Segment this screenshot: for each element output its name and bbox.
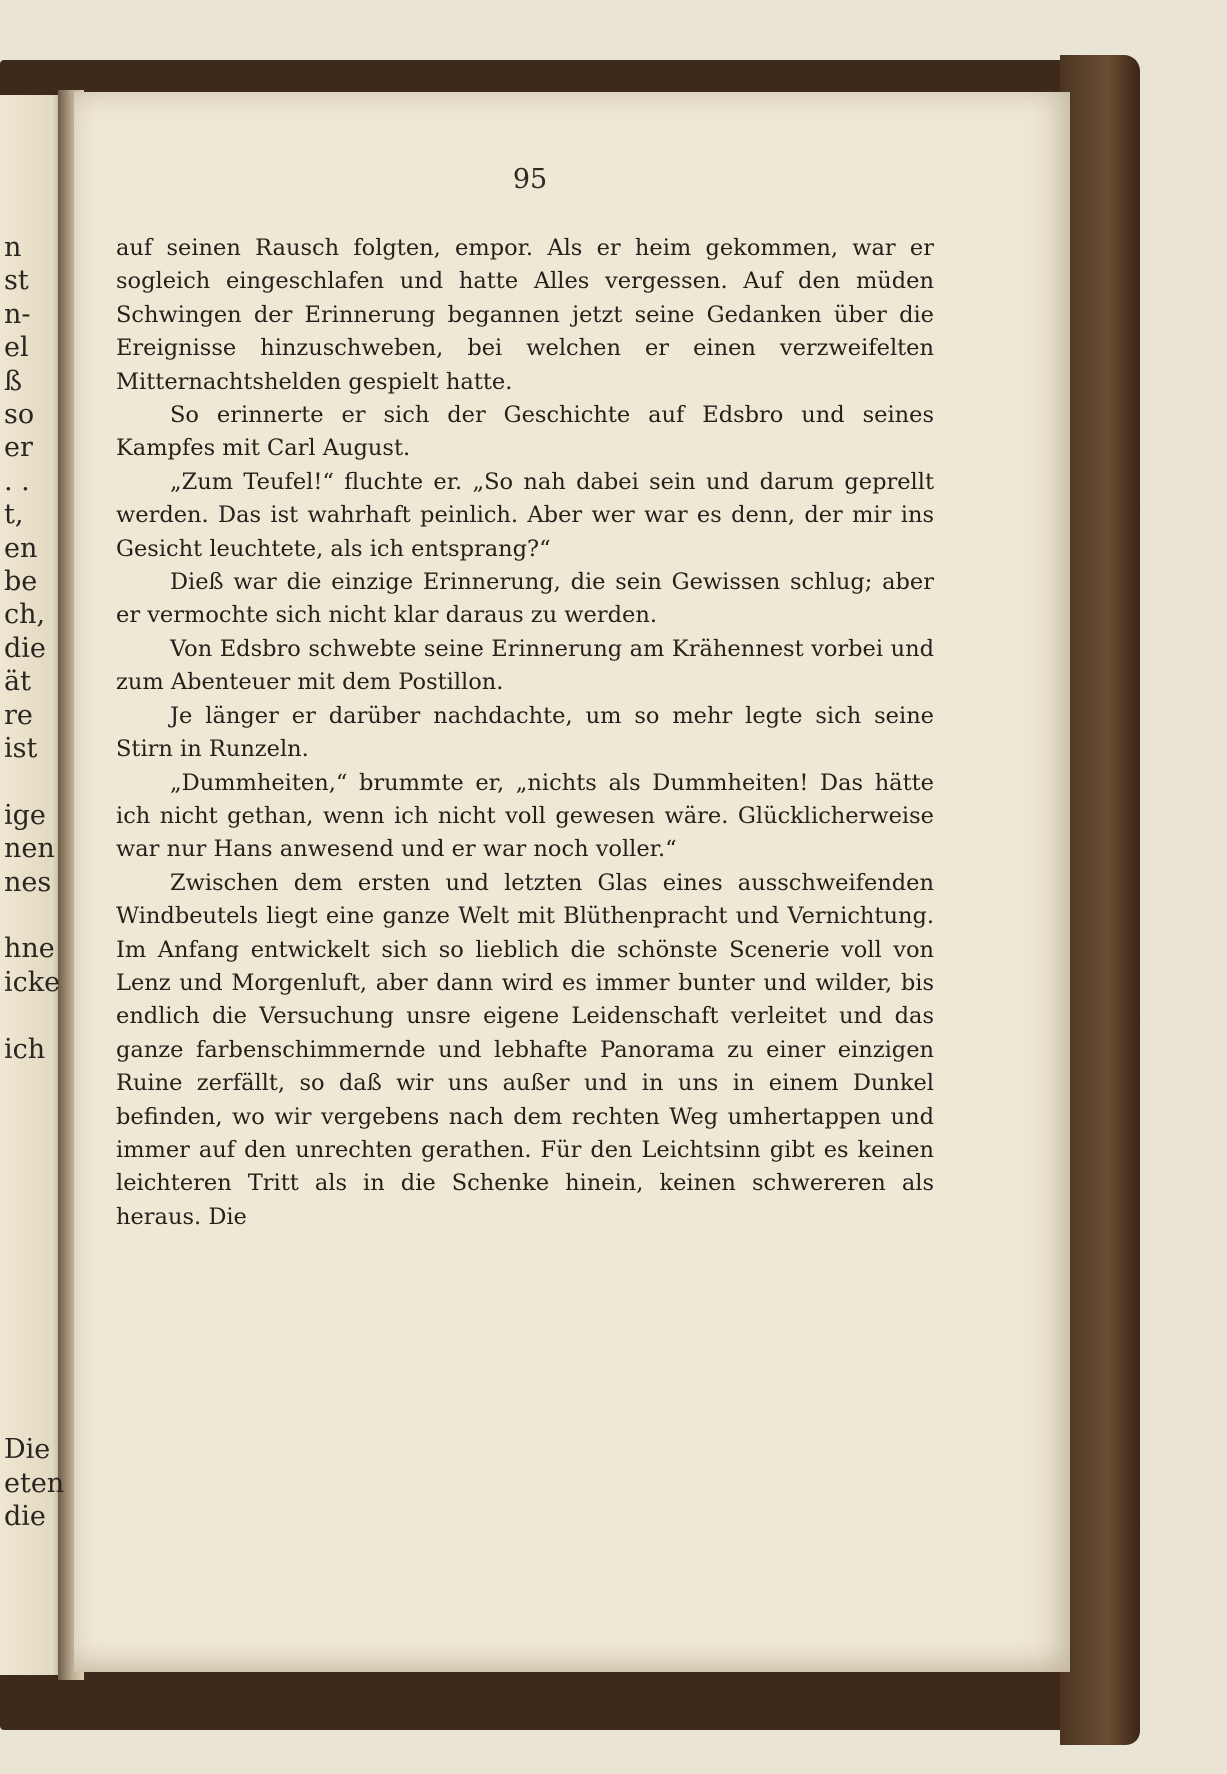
paragraph: „Dummheiten,“ brummte er, „nichts als Dummheiten! Das hätte ich nicht gethan, wenn ich nicht voll gewesen wäre. Glücklicherweise war nur Hans anwesend und er war noch voller.“ bbox=[116, 769, 934, 863]
left-page-fragment: nes bbox=[4, 866, 52, 898]
left-page-fragment: ige bbox=[4, 799, 46, 831]
paragraph: So erinnerte er sich der Geschichte auf Edsbro und seines Kampfes mit Carl August. bbox=[116, 402, 934, 462]
left-page-fragment: ist bbox=[4, 733, 38, 764]
left-page-fragment: hne bbox=[4, 933, 55, 965]
paragraph: auf seinen Rausch folgten, empor. Als er heim gekommen, war er sogleich eingeschlafen und hatte Alles vergessen. Auf den müden Schwingen der Erinnerung begannen jetzt seine Gedanken über die Ereignisse hinzuschweben, bei welchen er einen verzweifelten Mitternachtshelden gespielt hatte. bbox=[116, 235, 934, 395]
page-body-text bbox=[116, 232, 934, 1234]
left-page-fragment: n bbox=[4, 232, 22, 263]
left-page-fragment: icke bbox=[4, 966, 61, 998]
paragraph: „Zum Teufel!“ fluchte er. „So nah dabei sein und darum geprellt werden. Das ist wahrhaft peinlich. Aber wer war es denn, der mir ins Gesicht leuchtete, als ich entsprang?“ bbox=[116, 468, 934, 562]
left-page-fragment: die bbox=[4, 1501, 46, 1533]
paragraph: Dieß war die einzige Erinnerung, die sein Gewissen schlug; aber er vermochte sich nicht klar daraus zu werden. bbox=[116, 569, 934, 629]
book-cover-edge bbox=[1060, 55, 1140, 1745]
left-page-fragment: so bbox=[4, 399, 35, 430]
paragraph: Je länger er darüber nachdachte, um so mehr legte sich seine Stirn in Runzeln. bbox=[116, 702, 934, 763]
left-page-fragment: el bbox=[4, 332, 29, 364]
left-page-fragment: Die bbox=[4, 1434, 51, 1466]
left-page-fragment: be bbox=[4, 566, 38, 597]
page-number: 95 bbox=[512, 164, 548, 195]
left-page-fragment: . . bbox=[4, 465, 30, 497]
left-page-fragment: eten bbox=[4, 1467, 65, 1499]
left-page-fragment: er bbox=[4, 432, 33, 464]
left-page-fragment: die bbox=[4, 632, 46, 664]
left-page-fragment: ß bbox=[4, 365, 23, 397]
left-page-fragment: n- bbox=[4, 298, 31, 330]
paragraph: Zwischen dem ersten und letzten Glas eines ausschweifenden Windbeutels liegt eine ganze Welt mit Blüthenpracht und Vernichtung. Im Anfang entwickelt sich so lieblich die schönste Scenerie voll von Lenz und Morgenluft, aber dann wird es immer bunter und wilder, bis endlich die Versuchung unsre eigene Leidenschaft verleitet und das ganze farbenschimmernde und lebhafte Panorama zu einer einzigen Ruine zerfällt, so daß wir uns außer und in uns in einem Dunkel befinden, wo wir vergebens nach dem rechten Weg umhertappen und immer auf den unrechten gerathen. Für den Leichtsinn gibt es keinen leichteren Tritt als in die Schenke hinein, keinen schwereren als heraus. Die bbox=[116, 869, 934, 1230]
left-page-fragment: re bbox=[4, 699, 33, 731]
left-page-fragment: ät bbox=[4, 666, 31, 698]
left-page-fragment: t, bbox=[4, 499, 24, 531]
left-page-fragment: ich bbox=[4, 1033, 46, 1065]
left-page-fragment: nen bbox=[4, 833, 55, 865]
left-page-fragment: en bbox=[4, 532, 38, 564]
left-page-fragment: ch, bbox=[4, 599, 46, 631]
paragraph: Von Edsbro schwebte seine Erinnerung am Krähennest vorbei und zum Abenteuer mit dem Postillon. bbox=[116, 635, 934, 696]
left-page-fragment: st bbox=[4, 265, 29, 297]
